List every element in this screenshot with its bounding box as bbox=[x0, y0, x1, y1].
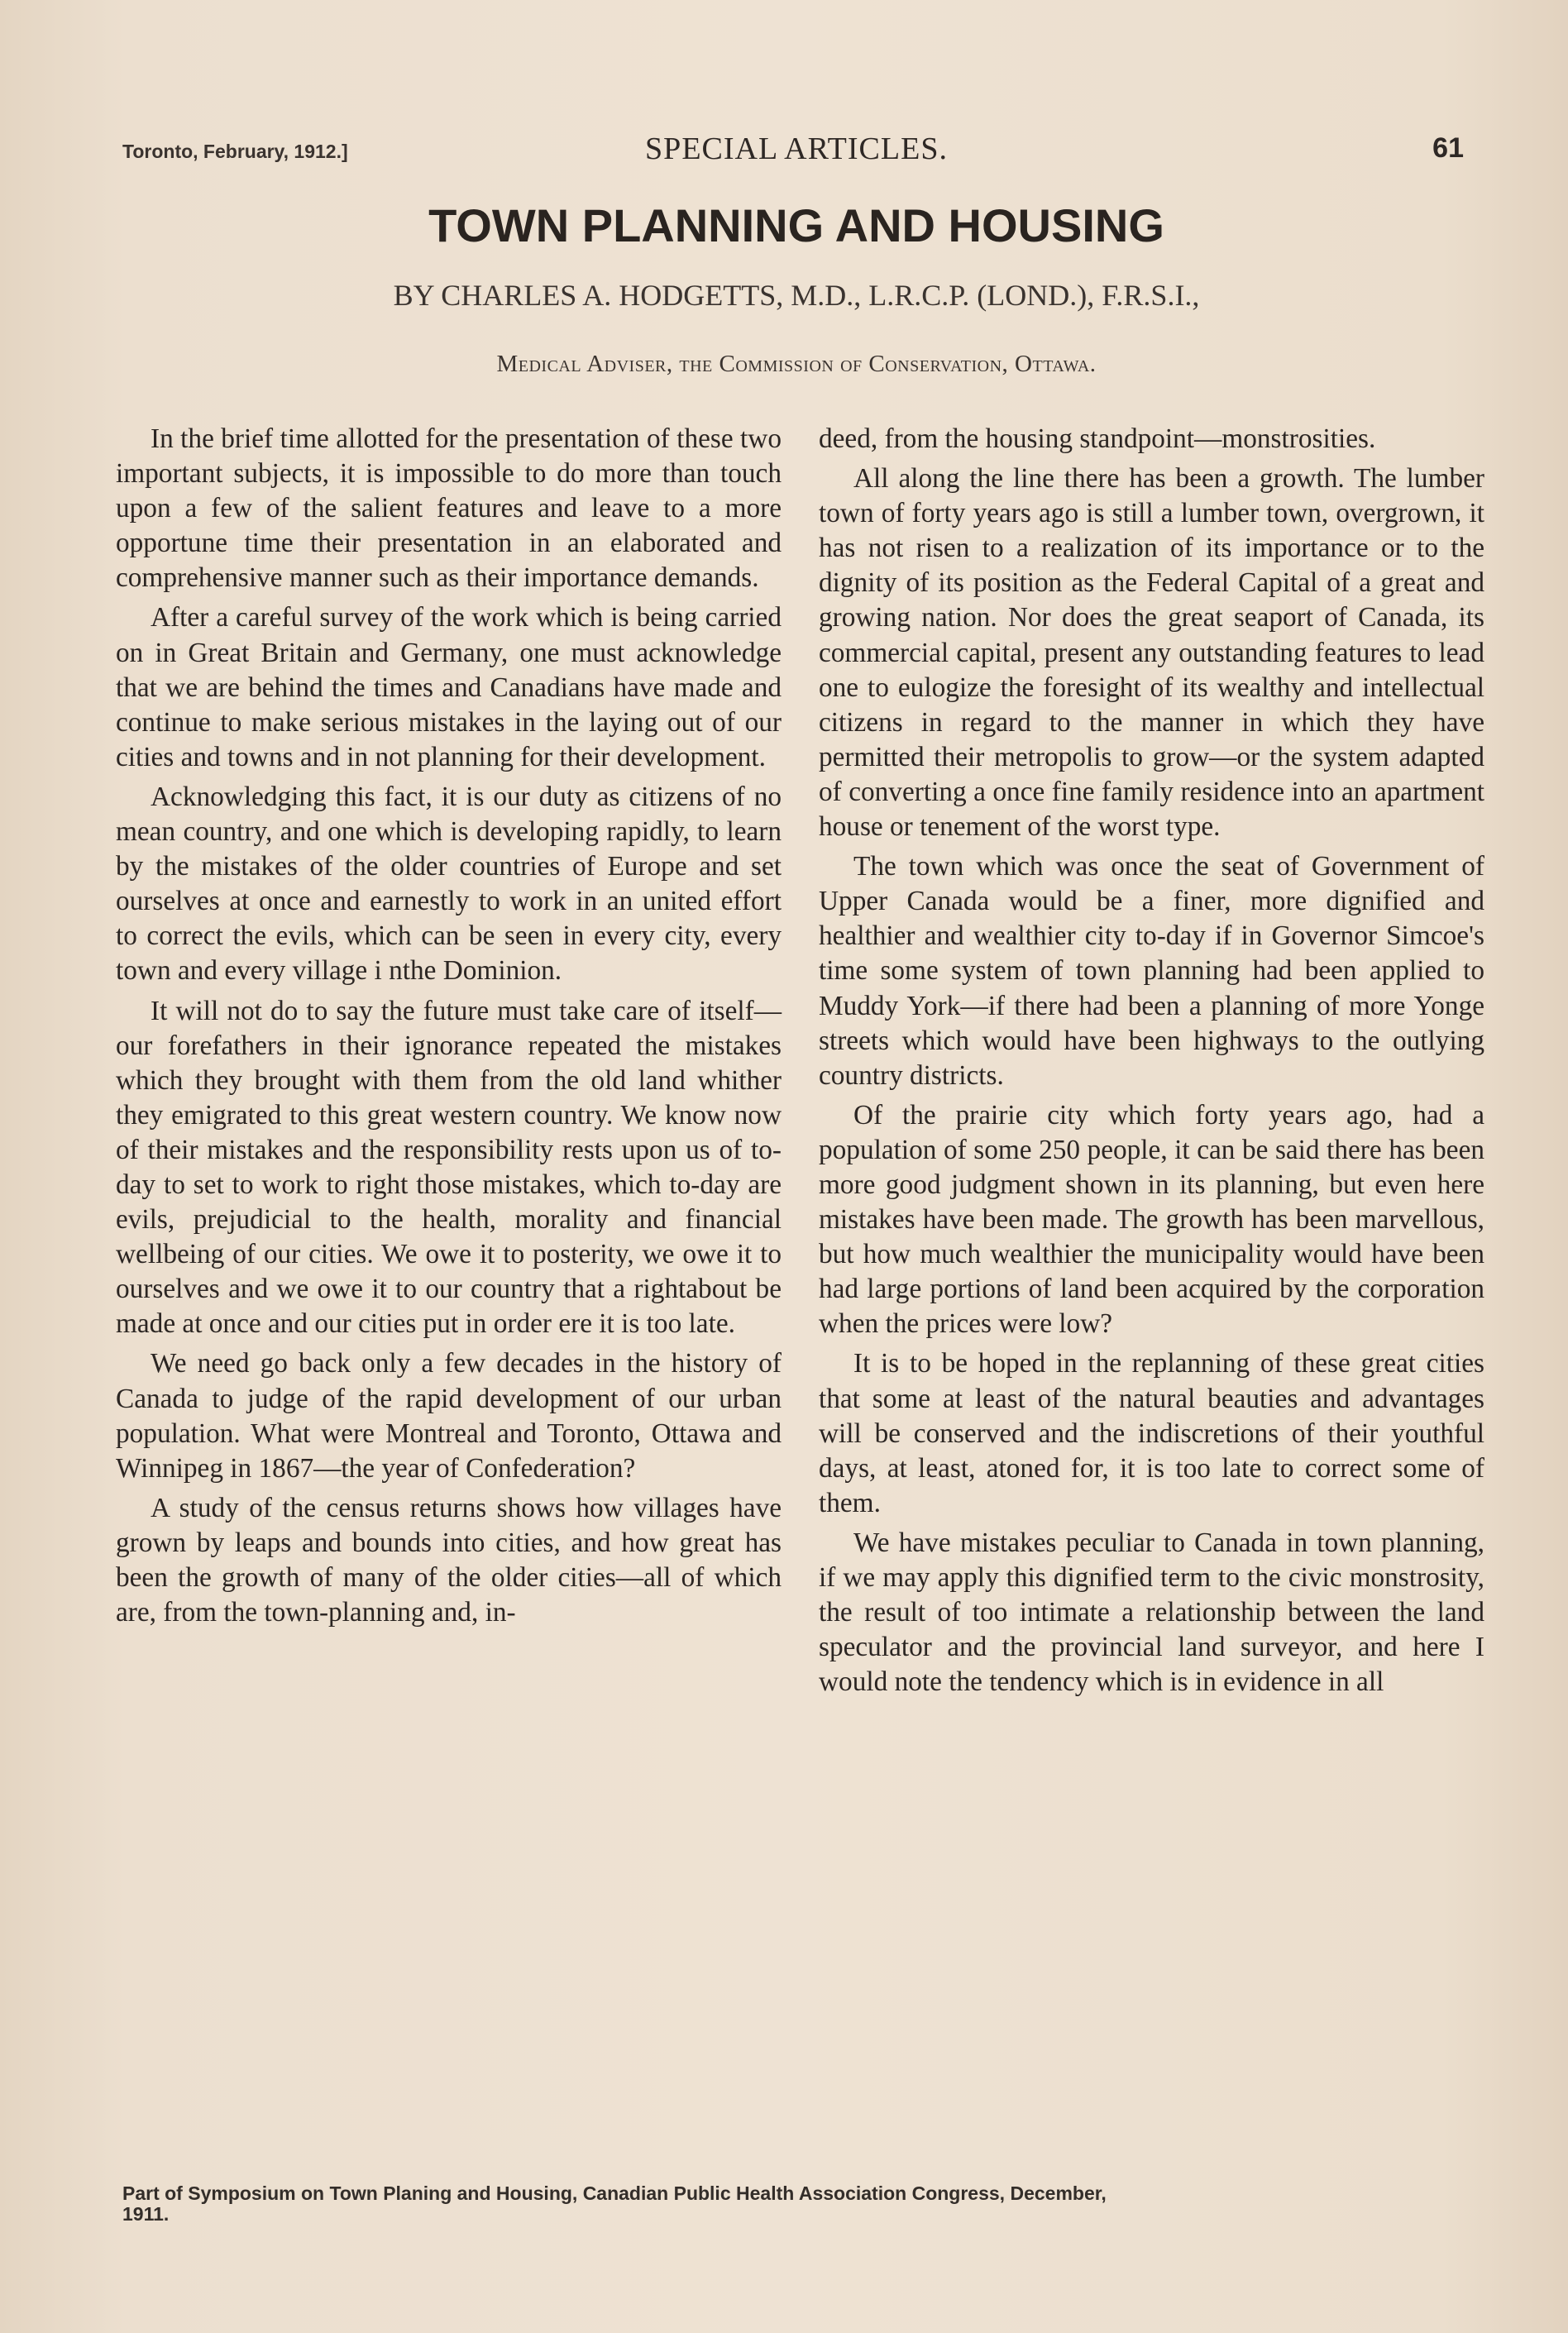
paragraph: It will not do to say the future must take care of itself—our forefathers in their ignorance repeated the mistakes which they brought with them from the old land whither they emigrated to this great western country. We know now of their mistakes and the responsibility rests upon us of to-day to set to work to right those mistakes, which to-day are evils, prejudicial to the health, morality and financial wellbeing of our cities. We owe it to posterity, we owe it to ourselves and we owe it to our country that a rightabout be made at once and our cities put in order ere it is too late. bbox=[116, 995, 782, 1340]
paragraph: In the brief time allotted for the presentation of these two important subjects, it is impossible to do more than touch upon a few of the salient features and leave to a more opportune time their presentation in an elaborated and comprehensive manner such as their importance demands. bbox=[116, 423, 782, 594]
paragraph: We have mistakes peculiar to Canada in town planning, if we may apply this dignified term to the civic monstrosity, the result of too intimate a relationship between the land speculator and the provincial land surveyor, and here I would note the tendency which is in evidence in all bbox=[819, 1527, 1484, 1698]
paragraph: A study of the census returns shows how villages have grown by leaps and bounds into cities, and how great has been the growth of many of the older cities—all of which are, from the town-planning and, in- bbox=[116, 1492, 782, 1628]
paragraph: It is to be hoped in the replanning of these great cities that some at least of the natural beauties and advantages will be conserved and the indiscretions of their youthful days, at least, atoned for, it is too late to correct some of them. bbox=[819, 1348, 1484, 1518]
header-section: SPECIAL ARTICLES. bbox=[645, 131, 948, 166]
paragraph: Of the prairie city which forty years ago, had a population of some 250 people, it can be said there has been more good judgment shown in its planning, but even here mistakes have been made. The growth has been marvellous, but how much wealthier the municipality would have been had large portions of land been acquired by the corporation when the prices were low? bbox=[819, 1099, 1484, 1340]
page-number: 61 bbox=[1432, 132, 1464, 164]
footnote: Part of Symposium on Town Planing and Housing, Canadian Public Health Association Congress, December, 1911. bbox=[122, 2182, 1107, 2225]
left-column bbox=[116, 422, 782, 1635]
paragraph: After a careful survey of the work which is being carried on in Great Britain and Germany, one must acknowledge that we are behind the times and Canadians have made and continue to make serious mistakes in the laying out of our cities and towns and in not planning for their development. bbox=[116, 602, 782, 772]
header-date: Toronto, February, 1912.] bbox=[122, 141, 348, 162]
running-header bbox=[122, 131, 1470, 172]
article-byline: BY CHARLES A. HODGETTS, M.D., L.R.C.P. (LOND.), F.R.S.I., bbox=[393, 279, 1200, 312]
paragraph-continued: deed, from the housing standpoint—monstrosities. bbox=[819, 423, 1376, 454]
paragraph: The town which was once the seat of Government of Upper Canada would be a finer, more dignified and healthier and wealthier city to-day if in Governor Simcoe's time some system of town planning had been applied to Muddy York—if there had been a planning of more Yonge streets which would have been highways to the outlying country districts. bbox=[819, 851, 1484, 1091]
author-affiliation: Medical Adviser, the Commission of Conservation, Ottawa. bbox=[496, 351, 1097, 377]
article-title: TOWN PLANNING AND HOUSING bbox=[428, 199, 1164, 251]
paragraph: Acknowledging this fact, it is our duty as citizens of no mean country, and one which is developing rapidly, to learn by the mistakes of the older countries of Europe and set ourselves at once and earnestly to work in an united effort to correct the evils, which can be seen in every city, every town and every village i nthe Dominion. bbox=[116, 781, 782, 987]
paragraph: We need go back only a few decades in the history of Canada to judge of the rapid development of our urban population. What were Montreal and Toronto, Ottawa and Winnipeg in 1867—the year of Confederation? bbox=[116, 1348, 782, 1484]
right-column bbox=[819, 422, 1484, 1704]
paragraph: All along the line there has been a growth. The lumber town of forty years ago is still a lumber town, overgrown, it has not risen to a realization of its importance or to the dignity of its position as the Federal Capital of a great and growing nation. Nor does the great seaport of Canada, its commercial capital, present any outstanding features to lead one to eulogize the foresight of its wealthy and intellectual citizens in regard to the manner in which they have permitted their metropolis to grow—or the system adapted of converting a once fine family residence into an apartment house or tenement of the worst type. bbox=[819, 463, 1484, 843]
